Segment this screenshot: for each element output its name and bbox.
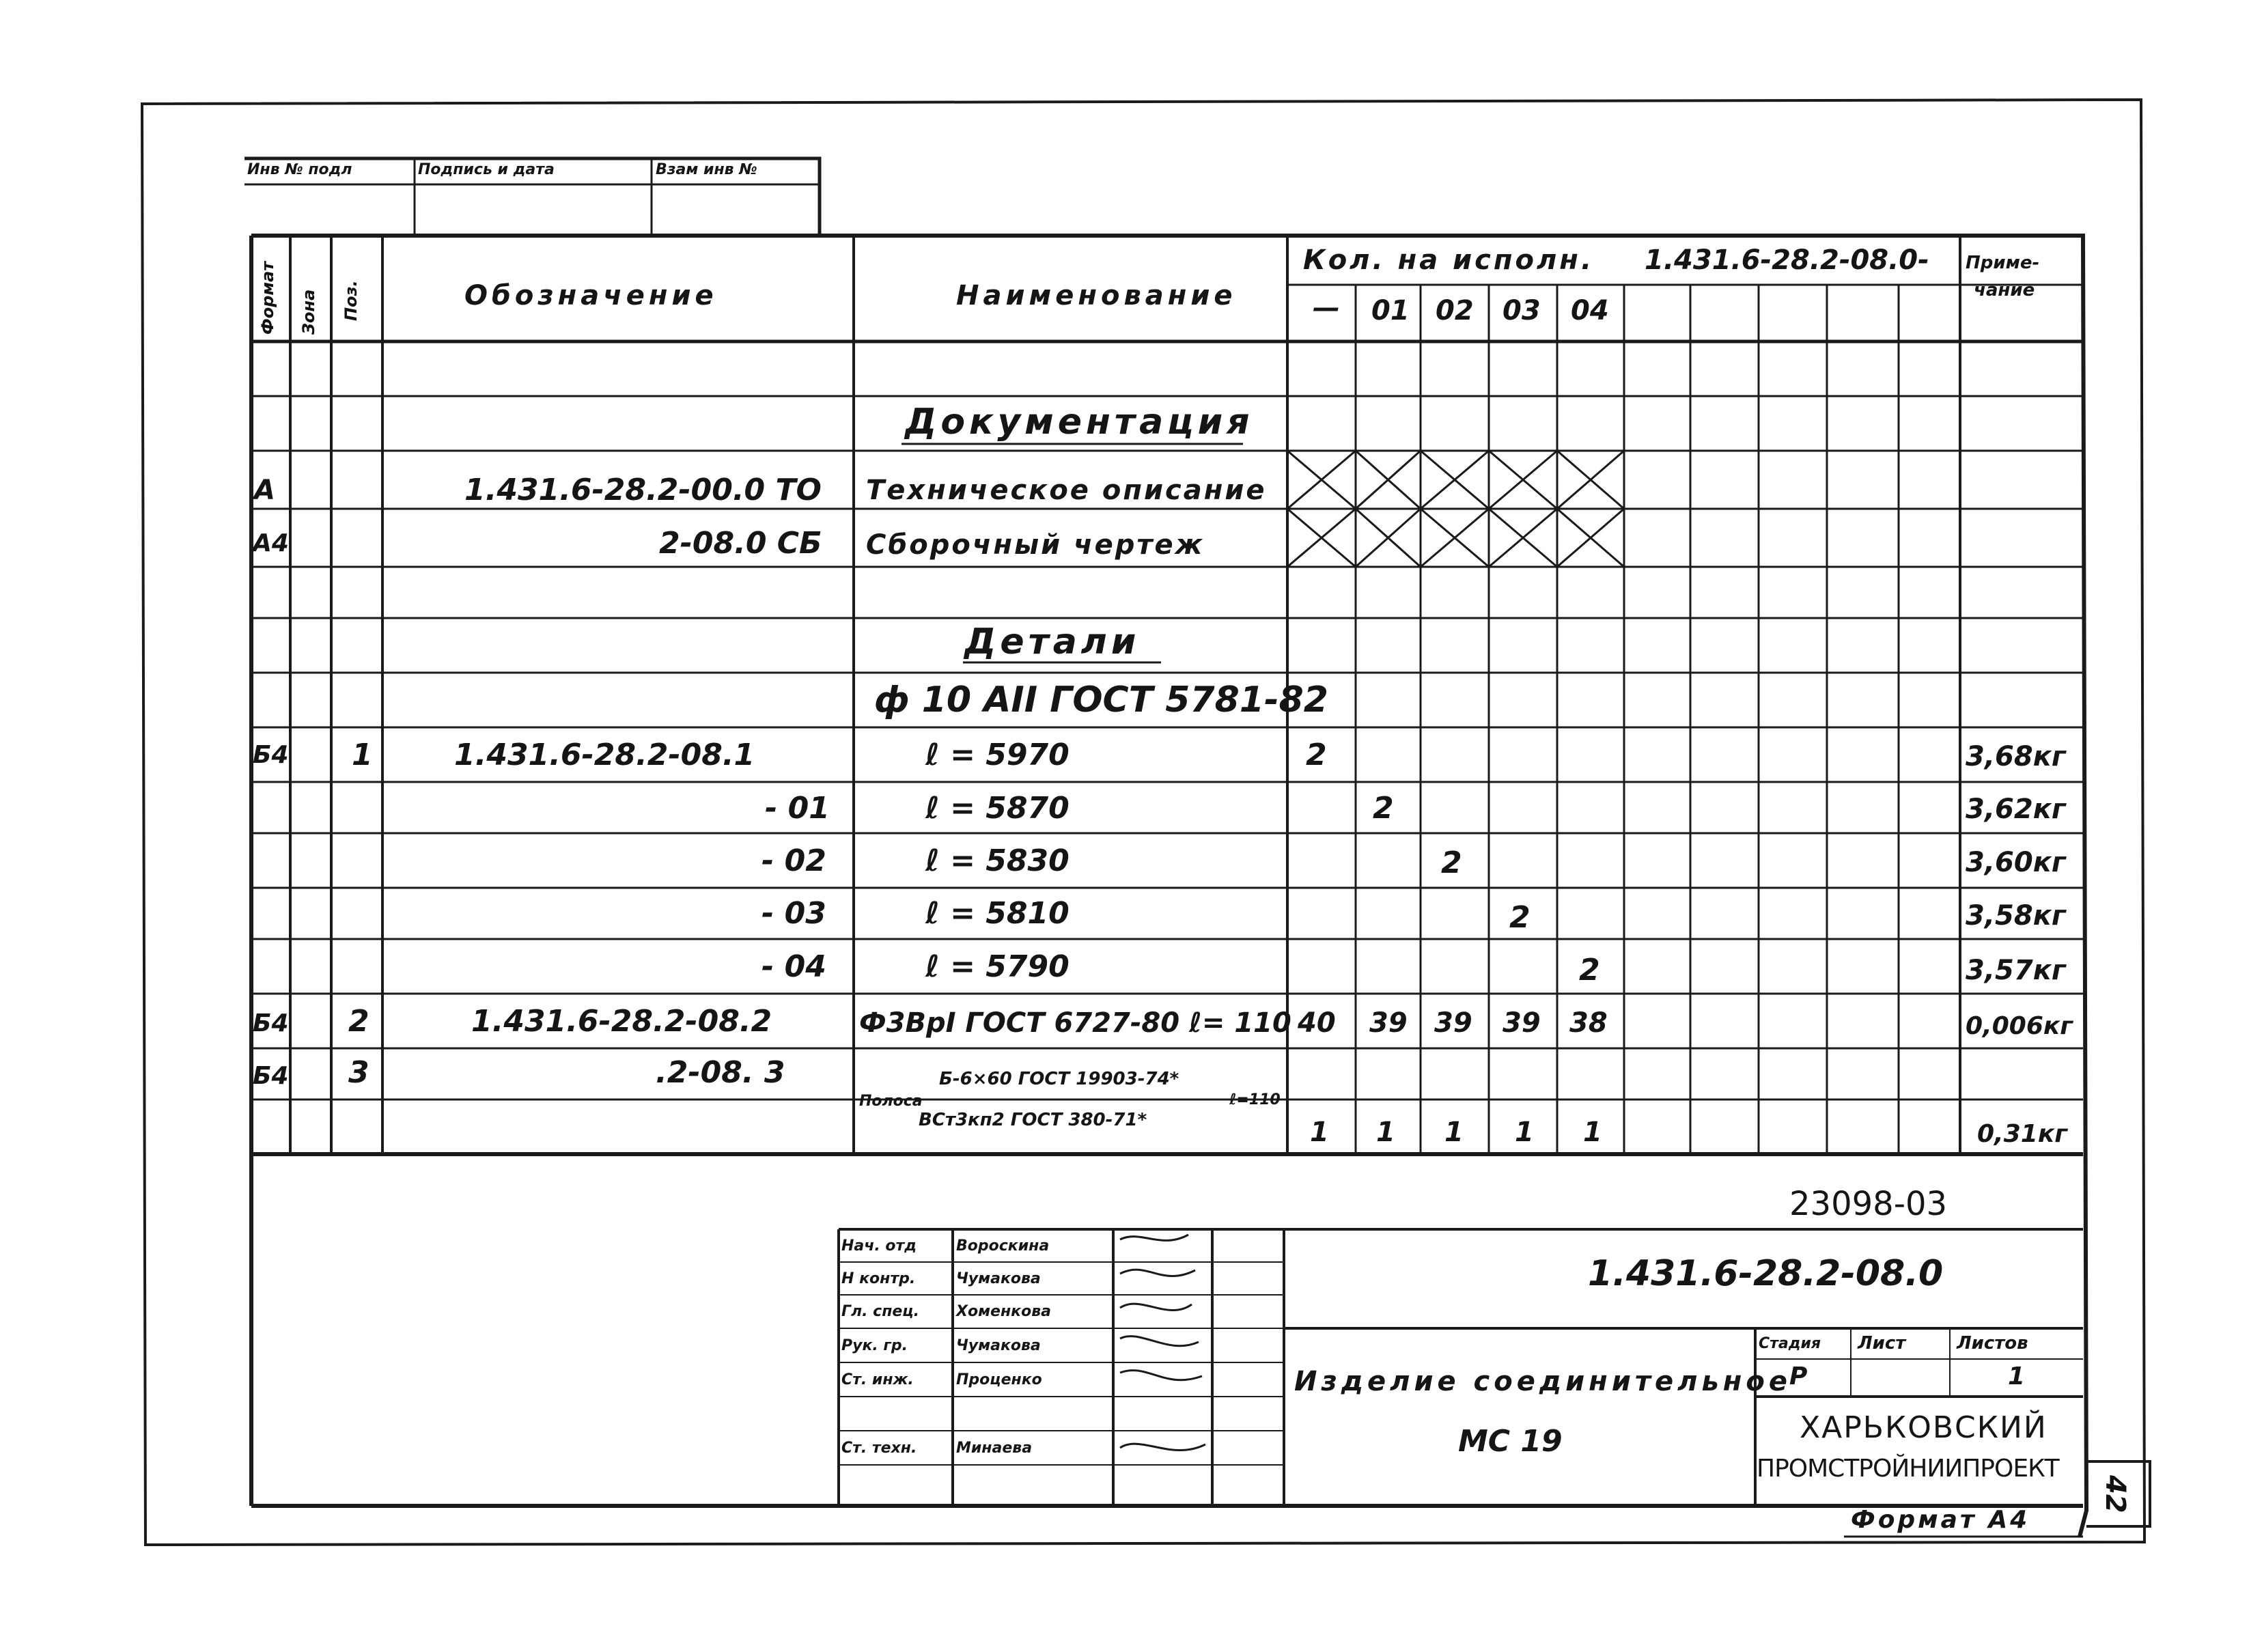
r6-qty-01: 39 xyxy=(1369,1007,1408,1039)
r2-note: 3,62кг xyxy=(1966,794,2066,825)
r2-designation: - 01 xyxy=(765,791,830,826)
doc1-name: Техническое описание xyxy=(866,475,1267,506)
r5-name: ℓ = 5790 xyxy=(925,949,1070,984)
r6-qty-04: 38 xyxy=(1569,1007,1608,1039)
product-code: МС 19 xyxy=(1458,1424,1563,1459)
r6-note: 0,006кг xyxy=(1966,1012,2073,1040)
r7-poz: 3 xyxy=(348,1055,369,1090)
r7-designation: .2-08. 3 xyxy=(656,1055,785,1090)
stage-value: Р xyxy=(1789,1362,1808,1390)
stamp-vzam-inv: Взам инв № xyxy=(656,161,757,178)
name-0: Вороскина xyxy=(956,1237,1050,1255)
r1-name: ℓ = 5970 xyxy=(925,738,1070,772)
r7-format: Б4 xyxy=(253,1062,289,1090)
name-2: Хоменкова xyxy=(956,1303,1051,1320)
r6-qty-03: 39 xyxy=(1503,1007,1541,1039)
r7-note: 0,31кг xyxy=(1977,1120,2068,1148)
doc1-format: А xyxy=(254,475,275,506)
r1-qty: 2 xyxy=(1306,738,1327,772)
col-zona: Зона xyxy=(299,289,318,335)
r1-designation: 1.431.6-28.2-08.1 xyxy=(454,738,755,772)
r7-qty-02: 1 xyxy=(1444,1117,1464,1148)
role-2: Гл. спец. xyxy=(841,1303,919,1320)
role-3: Рук. гр. xyxy=(841,1337,908,1354)
r6-format: Б4 xyxy=(253,1009,289,1037)
r4-qty: 2 xyxy=(1509,900,1531,935)
col-ispoln-code: 1.431.6-28.2-08.0- xyxy=(1645,244,1929,276)
role-6: Ст. техн. xyxy=(841,1440,917,1457)
r6-poz: 2 xyxy=(348,1004,369,1039)
stamp-inv-podl: Инв № подл xyxy=(247,161,352,178)
col-variant-02: 02 xyxy=(1436,295,1474,326)
r6-qty-02: 39 xyxy=(1434,1007,1472,1039)
r7-name-prefix: Полоса xyxy=(859,1093,923,1110)
page-number: 42 xyxy=(2099,1475,2131,1513)
r3-name: ℓ = 5830 xyxy=(925,843,1070,878)
col-oboznachenie: Обозначение xyxy=(464,280,718,311)
r5-designation: - 04 xyxy=(761,949,826,984)
role-4: Ст. инж. xyxy=(841,1371,914,1388)
r7-name-suffix: ℓ=110 xyxy=(1229,1091,1281,1108)
doc2-name: Сборочный чертеж xyxy=(866,529,1205,561)
col-poz: Поз. xyxy=(341,280,361,321)
r7-qty-base: 1 xyxy=(1310,1117,1329,1148)
name-1: Чумакова xyxy=(956,1270,1041,1287)
archive-number: 23098-03 xyxy=(1789,1185,1948,1223)
r4-note: 3,58кг xyxy=(1966,900,2066,932)
r7-qty-04: 1 xyxy=(1583,1117,1602,1148)
sheet-label: Лист xyxy=(1858,1333,1906,1354)
sheets-label: Листов xyxy=(1957,1333,2028,1354)
name-4: Проценко xyxy=(956,1371,1042,1388)
r5-note: 3,57кг xyxy=(1966,955,2066,986)
role-1: Н контр. xyxy=(841,1270,916,1287)
stamp-signature-date: Подпись и дата xyxy=(418,161,555,178)
col-kol-na-ispoln: Кол. на исполн. xyxy=(1303,244,1595,276)
r7-qty-03: 1 xyxy=(1515,1117,1534,1148)
sheets-value: 1 xyxy=(2008,1362,2026,1390)
section-details: Детали xyxy=(964,621,1141,662)
col-primechanie-2: чание xyxy=(1974,280,2035,300)
r7-qty-01: 1 xyxy=(1376,1117,1395,1148)
col-naimenovanie: Наименование xyxy=(956,280,1237,311)
name-6: Минаева xyxy=(956,1440,1033,1457)
r1-format: Б4 xyxy=(253,741,289,769)
stage-label: Стадия xyxy=(1759,1335,1821,1352)
col-format: Формат xyxy=(258,261,277,335)
org-name-2: ПРОМСТРОЙНИИПРОЕКТ xyxy=(1757,1455,2059,1483)
col-variant-01: 01 xyxy=(1371,295,1410,326)
title-designation: 1.431.6-28.2-08.0 xyxy=(1588,1253,1944,1294)
r6-designation: 1.431.6-28.2-08.2 xyxy=(471,1004,772,1039)
product-name: Изделие соединительное xyxy=(1294,1366,1791,1397)
r1-note: 3,68кг xyxy=(1966,741,2066,772)
r6-name: Ф3ВрI ГОСТ 6727-80 ℓ= 110 xyxy=(859,1007,1291,1039)
r3-qty: 2 xyxy=(1441,845,1462,880)
r4-name: ℓ = 5810 xyxy=(925,896,1070,931)
r4-designation: - 03 xyxy=(761,896,826,931)
r2-qty: 2 xyxy=(1373,791,1394,826)
material-spec: ф 10 АII ГОСТ 5781-82 xyxy=(874,680,1328,720)
doc2-format: А4 xyxy=(253,529,289,557)
col-primechanie-1: Приме- xyxy=(1966,253,2040,273)
col-variant-base: — xyxy=(1313,292,1340,324)
r6-qty-base: 40 xyxy=(1298,1007,1336,1039)
role-0: Нач. отд xyxy=(841,1237,917,1255)
r3-note: 3,60кг xyxy=(1966,847,2066,878)
col-variant-04: 04 xyxy=(1571,295,1609,326)
name-3: Чумакова xyxy=(956,1337,1041,1354)
col-variant-03: 03 xyxy=(1503,295,1541,326)
r2-name: ℓ = 5870 xyxy=(925,791,1070,826)
r1-poz: 1 xyxy=(352,738,373,772)
doc2-designation: 2-08.0 СБ xyxy=(659,526,822,561)
r5-qty: 2 xyxy=(1579,953,1600,988)
section-documentation: Документация xyxy=(905,402,1254,443)
format-label: Формат А4 xyxy=(1851,1506,2030,1534)
r7-name-top: Б-6×60 ГОСТ 19903-74* xyxy=(939,1069,1179,1089)
doc1-designation: 1.431.6-28.2-00.0 ТО xyxy=(464,473,822,507)
org-name-1: ХАРЬКОВСКИЙ xyxy=(1800,1410,2048,1445)
r3-designation: - 02 xyxy=(761,843,826,878)
r7-name-bottom: ВСт3кп2 ГОСТ 380-71* xyxy=(919,1110,1147,1130)
